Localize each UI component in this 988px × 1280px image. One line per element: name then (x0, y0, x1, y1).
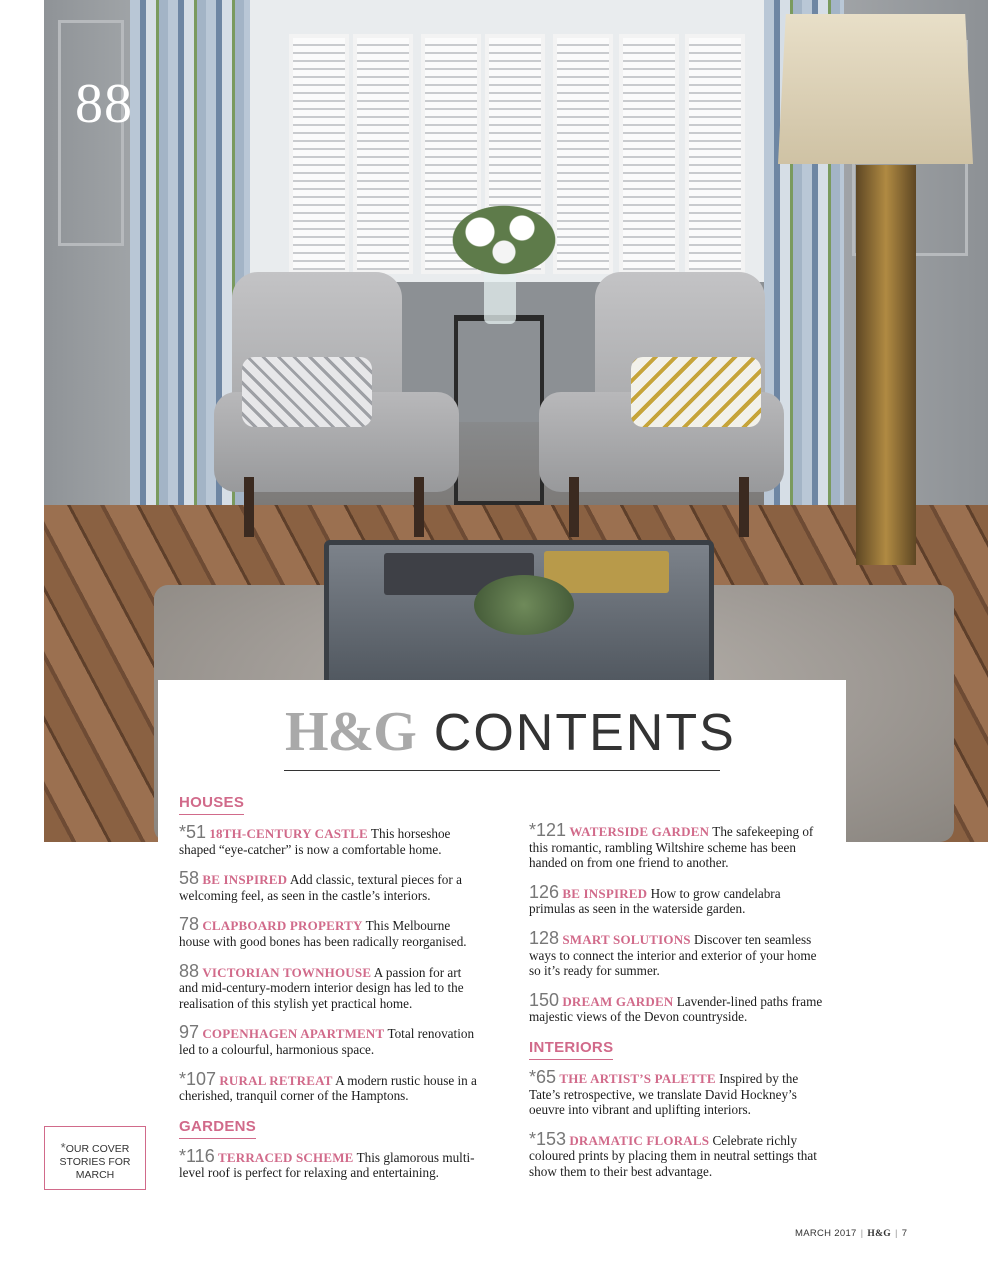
entry-title: THE ARTIST’S PALETTE (559, 1070, 716, 1086)
entry-page-number: *121 (529, 820, 567, 840)
entry-description: Discover ten seamless ways to connect the interior and exterior of your home so it’s ready for summer. (529, 931, 817, 979)
issue-date: MARCH 2017 (795, 1228, 857, 1239)
entry-page-number: 58 (179, 868, 200, 889)
feature-page-number: 88 (75, 73, 133, 135)
entry-page-number: 126 (529, 881, 560, 902)
entry-title: 18TH-CENTURY CASTLE (209, 826, 368, 841)
contents-entry[interactable] (529, 989, 829, 1025)
entry-page-number: 150 (529, 989, 560, 1010)
armchair-right (539, 272, 784, 532)
flower-bouquet (444, 200, 564, 280)
cover-note-line: STORIES FOR (59, 1156, 131, 1168)
asterisk-icon: * (60, 1140, 66, 1155)
contents-word: CONTENTS (433, 704, 736, 762)
contents-entry[interactable] (529, 1066, 829, 1118)
contents-entry[interactable] (179, 960, 479, 1012)
section-heading-gardens: GARDENS (179, 1118, 256, 1139)
entry-title: BE INSPIRED (202, 872, 288, 888)
floor-lamp-stand (856, 165, 916, 565)
entry-description: This horseshoe shaped “eye-catcher” is now a comfortable home. (179, 826, 451, 857)
entry-title: WATERSIDE GARDEN (569, 824, 710, 839)
entry-page-number: *153 (529, 1128, 567, 1149)
entry-page-number: 78 (179, 914, 200, 935)
footer-brand: H&G (867, 1229, 891, 1239)
cover-stories-note (44, 1126, 146, 1190)
contents-entry[interactable] (179, 1145, 479, 1181)
entry-title: VICTORIAN TOWNHOUSE (202, 964, 372, 980)
contents-entry[interactable] (179, 868, 479, 903)
contents-entry[interactable] (529, 881, 829, 917)
contents-title (285, 700, 736, 763)
cover-note-line: MARCH (75, 1169, 115, 1181)
page-footer: MARCH 2017 | H&G | 7 (795, 1228, 908, 1239)
contents-entry[interactable] (529, 820, 829, 871)
entry-description: The safekeeping of this romantic, rambling Wiltshire scheme has been handed on from one friend to another. (529, 824, 814, 871)
entry-description: A passion for art and mid-century-modern interior design has led to the realisation of this stylish yet practical home. (179, 964, 464, 1011)
contents-entry[interactable] (529, 927, 829, 979)
title-divider (284, 770, 720, 771)
side-table (454, 315, 544, 505)
contents-entry[interactable] (179, 822, 479, 857)
armchair-left (214, 272, 459, 532)
entry-title: BE INSPIRED (562, 885, 648, 901)
section-heading-houses: HOUSES (179, 794, 244, 815)
entry-title: DRAMATIC FLORALS (569, 1132, 710, 1148)
floor-lamp-shade (778, 14, 973, 164)
entry-title: SMART SOLUTIONS (562, 931, 691, 947)
entry-title: TERRACED SCHEME (218, 1149, 354, 1165)
entry-page-number: 97 (179, 1022, 200, 1043)
entry-title: COPENHAGEN APARTMENT (202, 1026, 385, 1042)
coffee-table (324, 540, 714, 700)
entry-page-number: *116 (179, 1145, 215, 1166)
entry-description: Add classic, textural pieces for a welcoming feel, as seen in the castle’s interiors. (179, 872, 462, 903)
entry-page-number: 88 (179, 960, 200, 981)
footer-page-number: 7 (901, 1228, 908, 1239)
section-heading-interiors: INTERIORS (529, 1039, 613, 1060)
contents-column-left (179, 794, 479, 1195)
entry-description: How to grow candelabra primulas as seen in the waterside garden. (529, 885, 781, 917)
contents-entry[interactable] (179, 1068, 479, 1104)
contents-entry[interactable] (179, 1022, 479, 1057)
entry-description: This glamorous multi-level roof is perfect for relaxing and entertaining. (179, 1149, 475, 1181)
entry-title: DREAM GARDEN (562, 993, 674, 1009)
contents-entry[interactable] (529, 1128, 829, 1180)
entry-description: A modern rustic house in a cherished, tranquil corner of the Hamptons. (179, 1072, 477, 1104)
entry-title: CLAPBOARD PROPERTY (202, 918, 363, 934)
succulent-bowl (474, 575, 574, 635)
entry-description: This Melbourne house with good bones has been radically reorganised. (179, 918, 467, 949)
entry-description: Total renovation led to a colourful, harmonious space. (179, 1026, 475, 1057)
entry-description: Celebrate richly coloured prints by placing them in neutral settings that show them to their best advantage. (529, 1132, 817, 1179)
entry-page-number: *51 (179, 822, 207, 842)
entry-description: Lavender-lined paths frame majestic views of the Devon countryside. (529, 993, 823, 1025)
entry-description: Inspired by the Tate’s retrospective, we translate David Hockney’s oeuvre into vibrant and uplifting interiors. (529, 1070, 799, 1118)
brand-logo: H&G (285, 701, 416, 763)
entry-title: RURAL RETREAT (219, 1072, 333, 1088)
entry-page-number: 128 (529, 927, 560, 948)
cushion-yellow (631, 357, 761, 427)
contents-column-right (529, 820, 829, 1194)
cushion-grey (242, 357, 372, 427)
contents-entry[interactable] (179, 914, 479, 949)
cover-note-line: OUR COVER (65, 1143, 130, 1155)
entry-page-number: *107 (179, 1068, 217, 1089)
entry-page-number: *65 (529, 1066, 557, 1087)
